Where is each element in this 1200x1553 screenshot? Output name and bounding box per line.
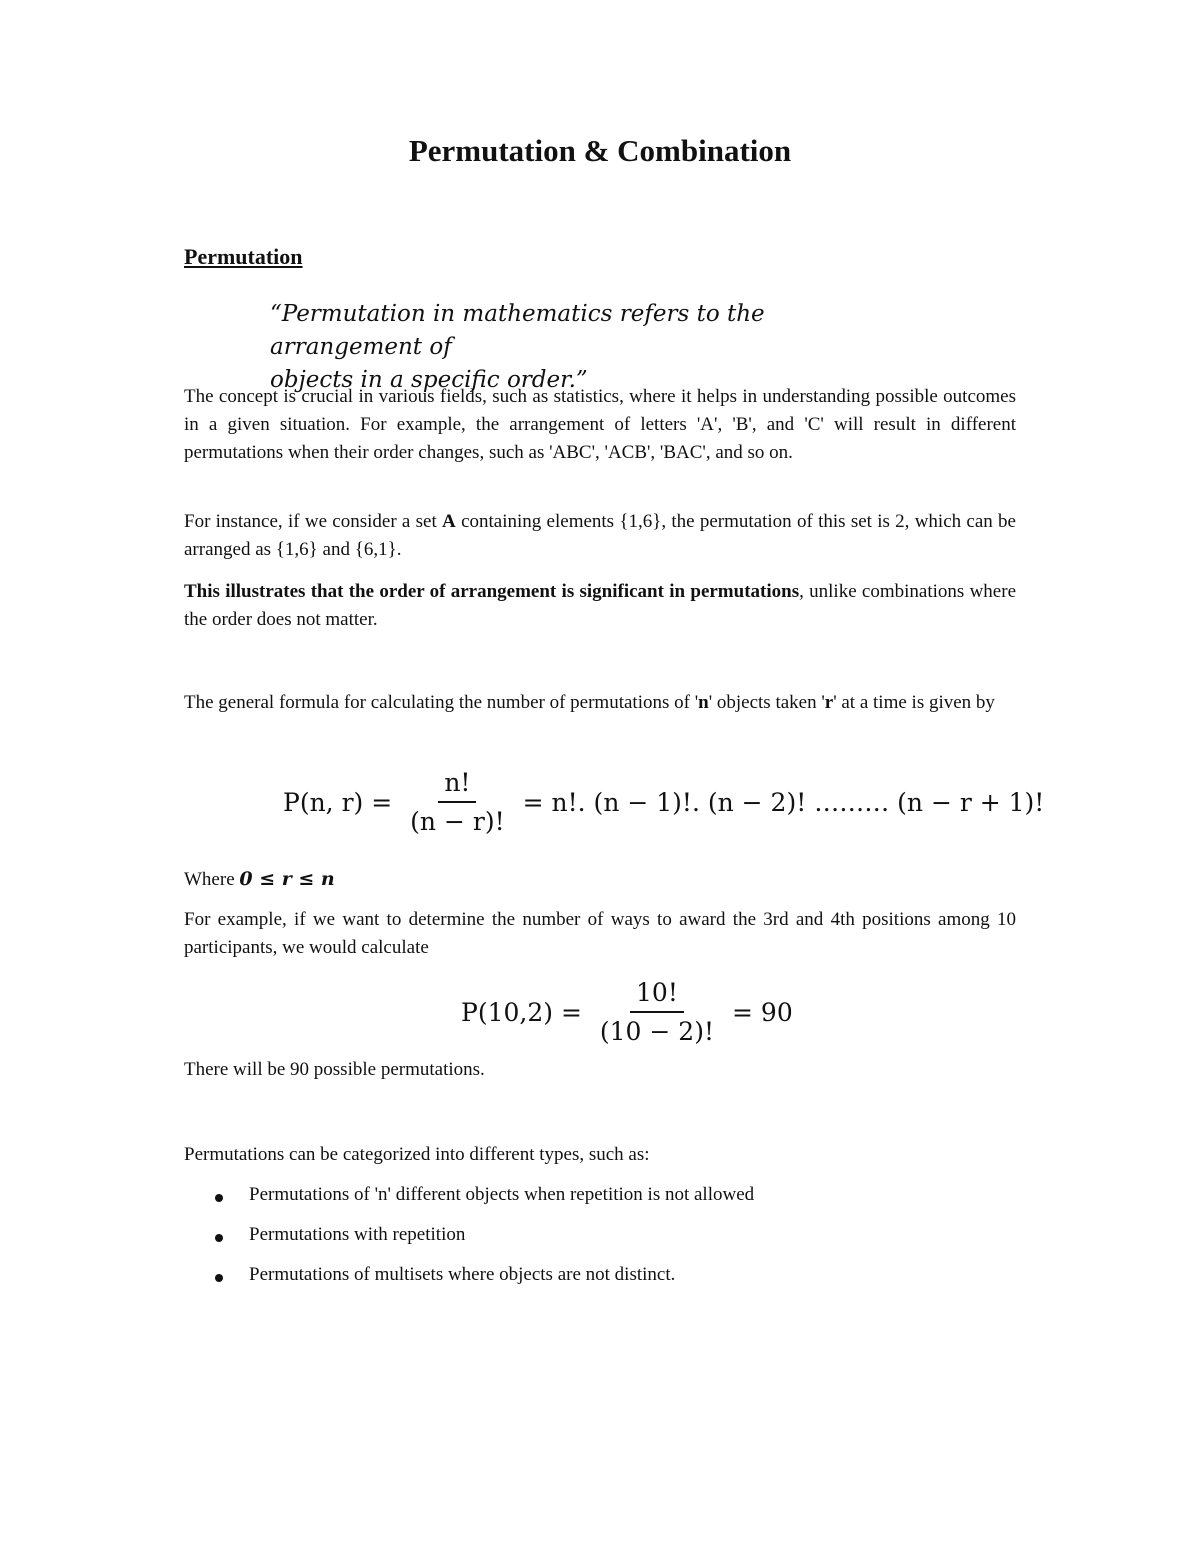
- list-item: [215, 1264, 754, 1304]
- types-list: [215, 1184, 754, 1304]
- page-title: Permutation & Combination: [408, 133, 792, 168]
- where-condition-math: 0 ≤ r ≤ n: [239, 868, 335, 890]
- formula1-lhs: P(n, r) =: [283, 787, 393, 817]
- formula-intro-n: n: [698, 692, 709, 713]
- formula1-rhs: = n!. (n − 1)!. (n − 2)! ……… (n − r + 1)!: [522, 787, 1045, 817]
- bullet-icon: [215, 1194, 223, 1202]
- paragraph-general-formula: [184, 689, 1016, 717]
- paragraph-example: For example, if we want to determine the number of ways to award the 3rd and 4th positions among 10 participants, we would calculate: [184, 909, 1016, 958]
- paragraph-types-intro: Permutations can be categorized into different types, such as:: [184, 1144, 650, 1165]
- formula-intro-r: r: [824, 692, 834, 713]
- list-item: [215, 1184, 754, 1224]
- list-item-text: Permutations with repetition: [249, 1224, 466, 1245]
- example-formula: [461, 978, 793, 1046]
- formula1-fraction: [404, 768, 510, 836]
- permutation-formula: [283, 768, 1044, 836]
- paragraph-concept: The concept is crucial in various fields, such as statistics, where it helps in understanding possible outcomes in a given situation. For example, the arrangement of letters 'A', 'B', and 'C' will result in different permutations when their order changes, such as 'ABC', 'ACB', 'BAC', and so on.: [184, 386, 1016, 463]
- significance-bold-text: This illustrates that the order of arrangement is significant in permutations: [184, 581, 800, 602]
- set-name: A: [442, 511, 456, 532]
- paragraph-significance: [184, 578, 1016, 634]
- where-condition: [184, 865, 1016, 894]
- formula1-numerator: n!: [438, 768, 476, 803]
- quote-line-1: “Permutation in mathematics refers to the arrangement of: [270, 301, 765, 360]
- formula2-fraction: [594, 978, 720, 1046]
- list-item: [215, 1224, 754, 1264]
- section-heading-permutation: Permutation: [184, 244, 303, 269]
- formula2-numerator: 10!: [630, 978, 684, 1013]
- formula2-rhs: = 90: [732, 997, 793, 1027]
- paragraph-result: There will be 90 possible permutations.: [184, 1059, 485, 1080]
- quote-line-2: objects in a specific order.”: [270, 367, 588, 393]
- significance-rest-text: , unlike combinations where the order does not matter.: [184, 581, 1016, 630]
- formula-intro-c: ' at a time is given by: [833, 692, 995, 713]
- formula2-denominator: (10 − 2)!: [599, 1017, 715, 1046]
- formula1-denominator: (n − r)!: [410, 807, 505, 836]
- list-item-text: Permutations of 'n' different objects when repetition is not allowed: [249, 1184, 755, 1205]
- paragraph-instance: [184, 508, 1016, 564]
- bullet-icon: [215, 1234, 223, 1242]
- instance-text-before: For instance, if we consider a set: [184, 511, 443, 532]
- bullet-icon: [215, 1274, 223, 1282]
- formula-intro-b: ' objects taken ': [708, 692, 825, 713]
- where-label: Where: [184, 869, 240, 890]
- formula-intro-a: The general formula for calculating the number of permutations of ': [184, 692, 699, 713]
- formula2-lhs: P(10,2) =: [461, 997, 582, 1027]
- instance-text-after: containing elements {1,6}, the permutation of this set is 2, which can be arranged as {1,6} and {6,1}.: [184, 511, 1016, 560]
- list-item-text: Permutations of multisets where objects are not distinct.: [249, 1264, 676, 1285]
